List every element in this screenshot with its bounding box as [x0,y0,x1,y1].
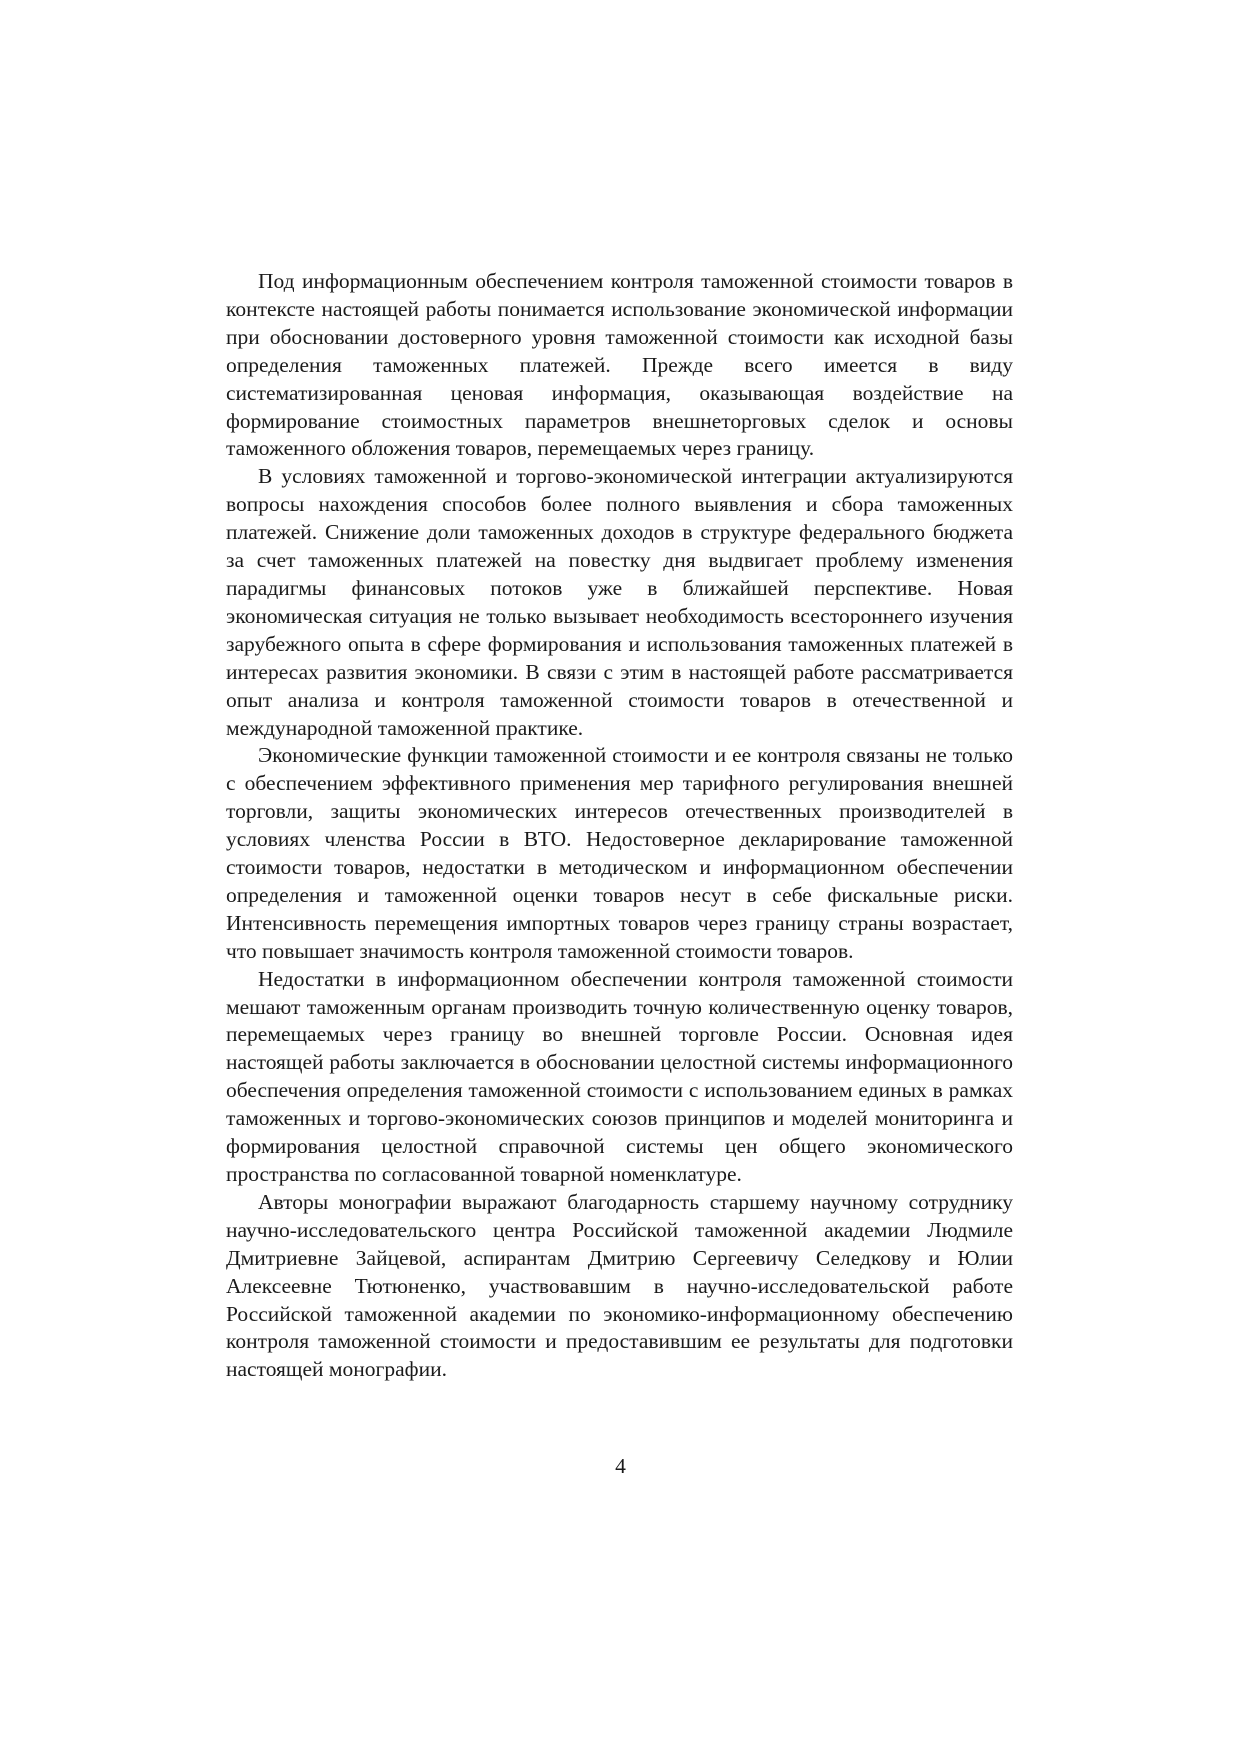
paragraph-1: Под информационным обеспечением контроля таможенной стоимости товаров в контексте настоящей работы понимается использование экономической информации при обосновании достоверного уровня таможенной стоимости как исходной базы определения таможенных платежей. Прежде всего имеется в виду систематизированная ценовая информация, оказывающая воздействие на формирование стоимостных параметров внешнеторговых сделок и основы таможенного обложения товаров, перемещаемых через границу. [226,269,1013,461]
paragraph-5: Авторы монографии выражают благодарность старшему научному сотруднику научно-исследовательского центра Российской таможенной академии Людмиле Дмитриевне Зайцевой, аспирантам Дмитрию Сергеевичу Селедкову и Юлии Алексеевне Тютюненко, участвовавшим в научно-исследовательской работе Российской таможенной академии по экономико-информационному обеспечению контроля таможенной стоимости и предоставившим ее результаты для подготовки настоящей монографии. [226,1189,1013,1382]
paragraph-2: В условиях таможенной и торгово-экономической интеграции актуализируются вопросы нахождения способов более полного выявления и сбора таможенных платежей. Снижение доли таможенных доходов в структуре федерального бюджета за счет таможенных платежей на повестку дня выдвигает проблему изменения парадигмы финансовых потоков уже в ближайшей перспективе. Новая экономическая ситуация не только вызывает необходимость всестороннего изучения зарубежного опыта в сфере формирования и использования таможенных платежей в интересах развития экономики. В связи с этим в настоящей работе рассматривается опыт анализа и контроля таможенной стоимости товаров в отечественной и международной таможенной практике. [226,464,1013,740]
page-number: 4 [615,1454,626,1478]
paragraph-3: Экономические функции таможенной стоимости и ее контроля связаны не только с обеспечением эффективного применения мер тарифного регулирования внешней торговли, защиты экономических интересов отечественных производителей в условиях членства России в ВТО. Недостоверное декларирование таможенной стоимости товаров, недостатки в методическом и информационном обеспечении определения и таможенной оценки товаров несут в себе фискальные риски. Интенсивность перемещения импортных товаров через границу страны возрастает, что повышает значимость контроля таможенной стоимости товаров. [226,743,1013,963]
body-text [226,268,1013,1384]
paragraph-4: Недостатки в информационном обеспечении контроля таможенной стоимости мешают таможенным органам производить точную количественную оценку товаров, перемещаемых через границу во внешней торговле России. Основная идея настоящей работы заключается в обосновании целостной системы информационного обеспечения определения таможенной стоимости с использованием единых в рамках таможенных и торгово-экономических союзов принципов и моделей мониторинга и формирования целостной справочной системы цен общего экономического пространства по согласованной товарной номенклатуре. [226,966,1013,1186]
